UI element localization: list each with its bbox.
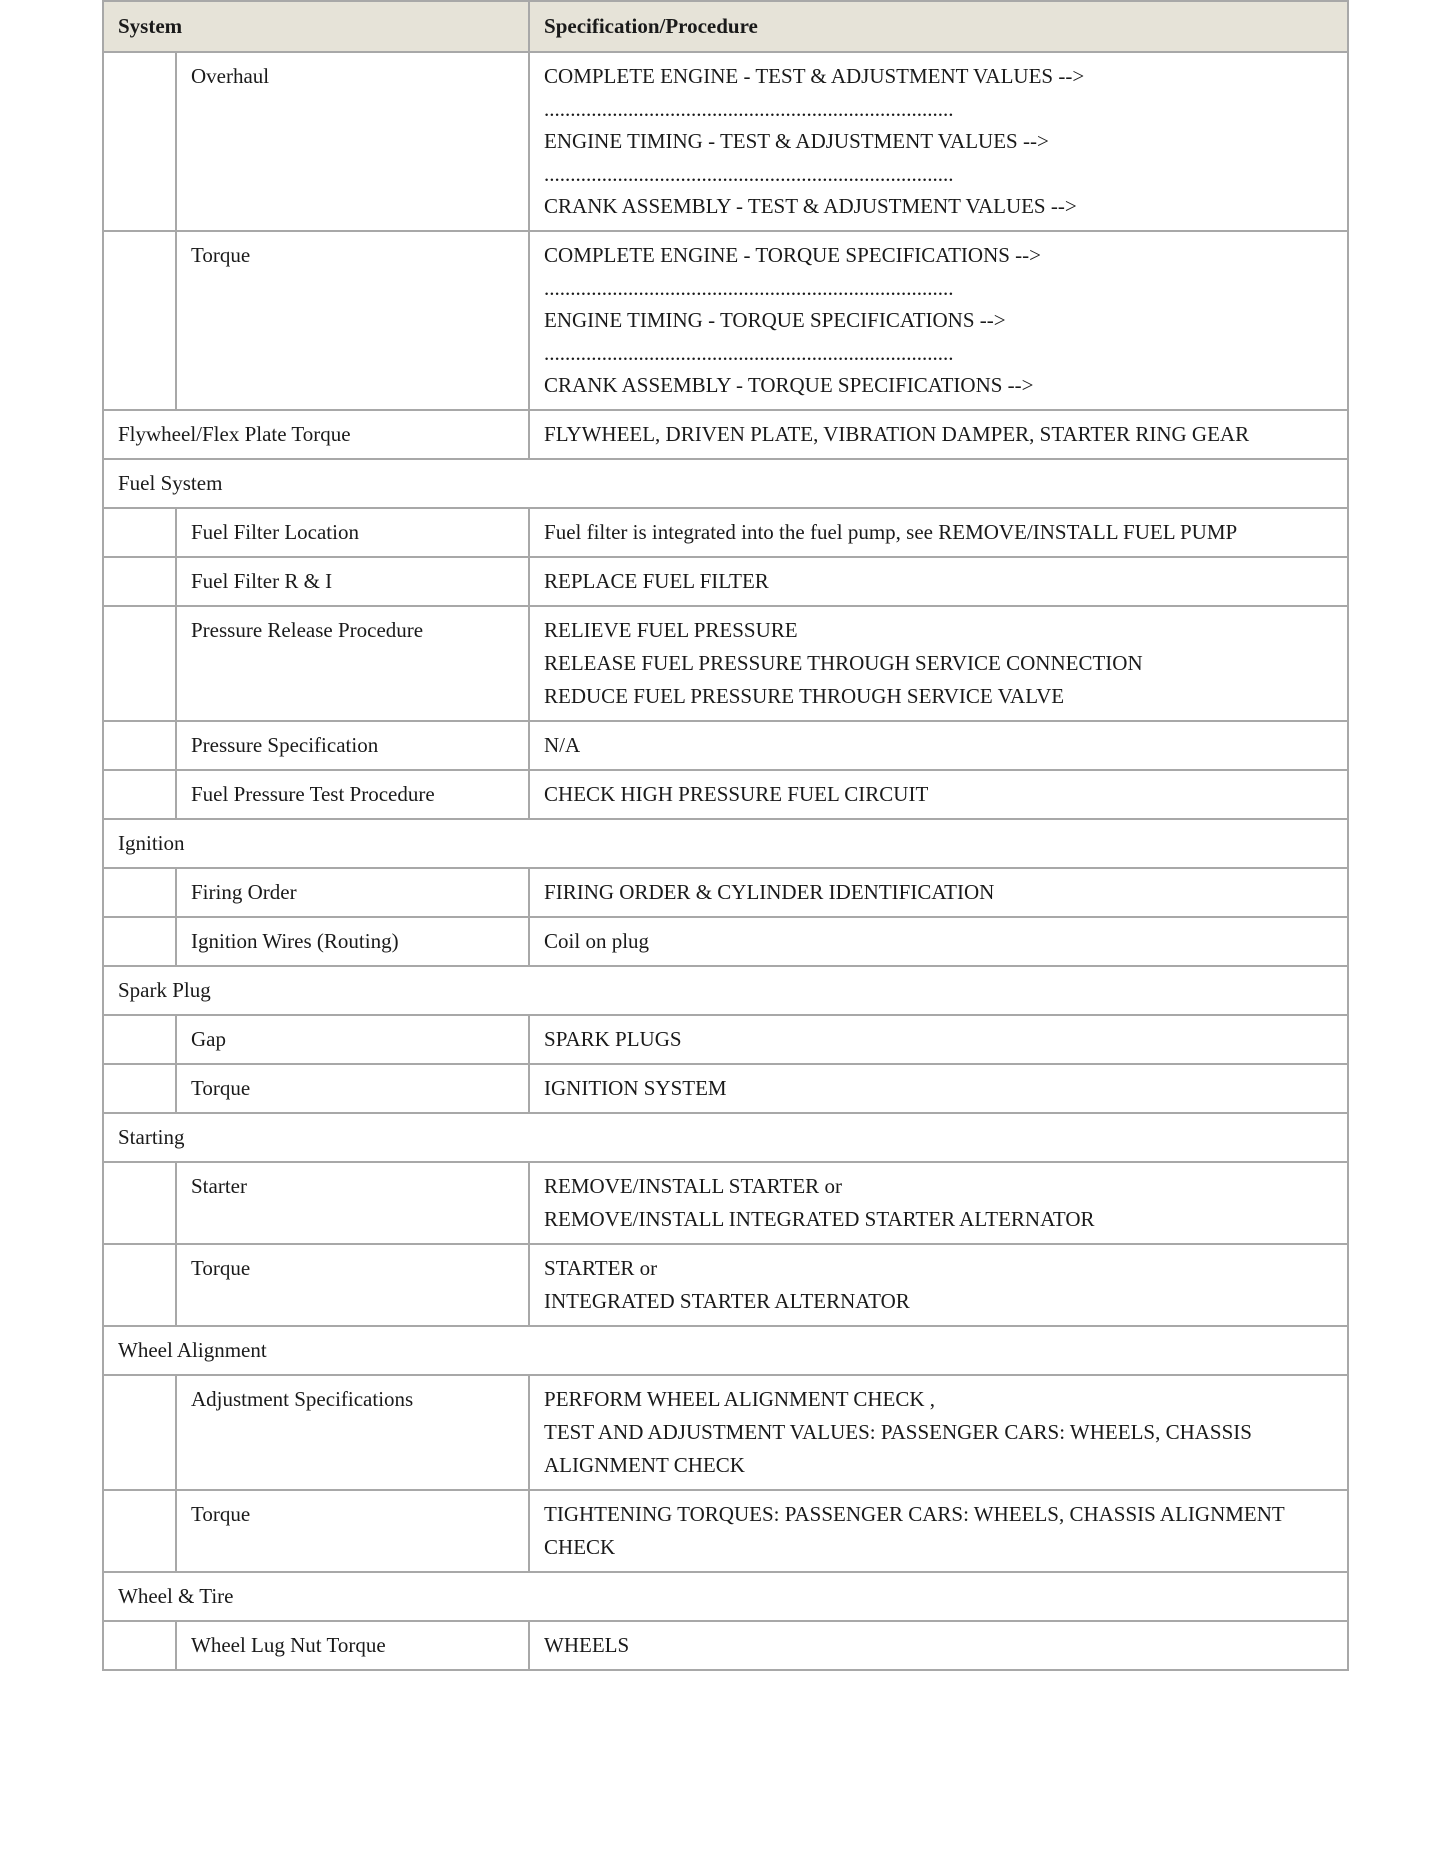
firing-order-spec[interactable]: FIRING ORDER & CYLINDER IDENTIFICATION bbox=[529, 868, 1348, 917]
indent-cell bbox=[103, 868, 176, 917]
spec-link[interactable]: STARTER or bbox=[544, 1256, 658, 1280]
spec-link[interactable]: PERFORM WHEEL ALIGNMENT CHECK , bbox=[544, 1387, 936, 1411]
table-row bbox=[103, 231, 1348, 410]
starter-label: Starter bbox=[176, 1162, 529, 1244]
table-row bbox=[103, 1375, 1348, 1490]
lug-nut-torque-spec[interactable]: WHEELS bbox=[529, 1621, 1348, 1670]
indent-cell bbox=[103, 1621, 176, 1670]
adjustment-spec-value bbox=[529, 1375, 1348, 1490]
spec-header: Specification/Procedure bbox=[529, 1, 1348, 52]
table-row bbox=[103, 1064, 1348, 1113]
ignition-wires-label: Ignition Wires (Routing) bbox=[176, 917, 529, 966]
spec-table bbox=[102, 0, 1349, 1671]
pressure-test-spec[interactable]: CHECK HIGH PRESSURE FUEL CIRCUIT bbox=[529, 770, 1348, 819]
indent-cell bbox=[103, 1375, 176, 1490]
table-row bbox=[103, 917, 1348, 966]
section-starting: Starting bbox=[103, 1113, 1348, 1162]
pressure-spec-label: Pressure Specification bbox=[176, 721, 529, 770]
spec-link[interactable]: ENGINE TIMING - TORQUE SPECIFICATIONS --> bbox=[544, 308, 1006, 332]
pressure-release-label: Pressure Release Procedure bbox=[176, 606, 529, 721]
pressure-release-spec bbox=[529, 606, 1348, 721]
fuel-filter-location-spec[interactable]: Fuel filter is integrated into the fuel pump, see REMOVE/INSTALL FUEL PUMP bbox=[529, 508, 1348, 557]
section-wheel-alignment: Wheel Alignment bbox=[103, 1326, 1348, 1375]
system-header: System bbox=[103, 1, 529, 52]
indent-cell bbox=[103, 606, 176, 721]
section-row bbox=[103, 819, 1348, 868]
starting-torque-label: Torque bbox=[176, 1244, 529, 1326]
section-row bbox=[103, 1113, 1348, 1162]
spec-link[interactable]: REMOVE/INSTALL INTEGRATED STARTER ALTERNATOR bbox=[544, 1207, 1095, 1231]
spark-gap-spec[interactable]: SPARK PLUGS bbox=[529, 1015, 1348, 1064]
starting-torque-spec bbox=[529, 1244, 1348, 1326]
alignment-torque-spec[interactable]: TIGHTENING TORQUES: PASSENGER CARS: WHEELS, CHASSIS ALIGNMENT CHECK bbox=[529, 1490, 1348, 1572]
indent-cell bbox=[103, 770, 176, 819]
fuel-filter-ri-label: Fuel Filter R & I bbox=[176, 557, 529, 606]
table-row bbox=[103, 1162, 1348, 1244]
indent-cell bbox=[103, 1015, 176, 1064]
fuel-filter-ri-spec[interactable]: REPLACE FUEL FILTER bbox=[529, 557, 1348, 606]
section-spark-plug: Spark Plug bbox=[103, 966, 1348, 1015]
spark-torque-label: Torque bbox=[176, 1064, 529, 1113]
dotted-separator: .............................................................................. bbox=[544, 162, 954, 186]
table-row bbox=[103, 1244, 1348, 1326]
table-row bbox=[103, 770, 1348, 819]
indent-cell bbox=[103, 52, 176, 231]
indent-cell bbox=[103, 508, 176, 557]
indent-cell bbox=[103, 917, 176, 966]
indent-cell bbox=[103, 1162, 176, 1244]
table-row bbox=[103, 1490, 1348, 1572]
indent-cell bbox=[103, 1064, 176, 1113]
table-row bbox=[103, 868, 1348, 917]
engine-torque-label: Torque bbox=[176, 231, 529, 410]
ignition-wires-spec: Coil on plug bbox=[529, 917, 1348, 966]
table-row bbox=[103, 1015, 1348, 1064]
table-row bbox=[103, 410, 1348, 459]
section-row bbox=[103, 459, 1348, 508]
table-row bbox=[103, 557, 1348, 606]
pressure-spec-value: N/A bbox=[529, 721, 1348, 770]
alignment-torque-label: Torque bbox=[176, 1490, 529, 1572]
spec-link[interactable]: COMPLETE ENGINE - TEST & ADJUSTMENT VALUES --> bbox=[544, 64, 1085, 88]
header-row bbox=[103, 1, 1348, 52]
indent-cell bbox=[103, 1490, 176, 1572]
pressure-test-label: Fuel Pressure Test Procedure bbox=[176, 770, 529, 819]
spark-torque-spec[interactable]: IGNITION SYSTEM bbox=[529, 1064, 1348, 1113]
lug-nut-torque-label: Wheel Lug Nut Torque bbox=[176, 1621, 529, 1670]
dotted-separator: .............................................................................. bbox=[544, 341, 954, 365]
adjustment-spec-label: Adjustment Specifications bbox=[176, 1375, 529, 1490]
spec-link[interactable]: REDUCE FUEL PRESSURE THROUGH SERVICE VALVE bbox=[544, 684, 1065, 708]
spec-link[interactable]: TEST AND ADJUSTMENT VALUES: PASSENGER CARS: WHEELS, CHASSIS ALIGNMENT CHECK bbox=[544, 1420, 1252, 1477]
spec-link[interactable]: COMPLETE ENGINE - TORQUE SPECIFICATIONS --> bbox=[544, 243, 1042, 267]
section-row bbox=[103, 1326, 1348, 1375]
indent-cell bbox=[103, 721, 176, 770]
spec-link[interactable]: CRANK ASSEMBLY - TEST & ADJUSTMENT VALUES --> bbox=[544, 194, 1077, 218]
overhaul-spec bbox=[529, 52, 1348, 231]
section-row bbox=[103, 1572, 1348, 1621]
firing-order-label: Firing Order bbox=[176, 868, 529, 917]
overhaul-label: Overhaul bbox=[176, 52, 529, 231]
table-row bbox=[103, 508, 1348, 557]
engine-torque-spec bbox=[529, 231, 1348, 410]
spark-gap-label: Gap bbox=[176, 1015, 529, 1064]
spec-link[interactable]: RELIEVE FUEL PRESSURE bbox=[544, 618, 798, 642]
section-row bbox=[103, 966, 1348, 1015]
starter-spec bbox=[529, 1162, 1348, 1244]
flywheel-spec[interactable]: FLYWHEEL, DRIVEN PLATE, VIBRATION DAMPER, STARTER RING GEAR bbox=[529, 410, 1348, 459]
spec-link[interactable]: REMOVE/INSTALL STARTER or bbox=[544, 1174, 842, 1198]
fuel-filter-location-label: Fuel Filter Location bbox=[176, 508, 529, 557]
dotted-separator: .............................................................................. bbox=[544, 276, 954, 300]
section-ignition: Ignition bbox=[103, 819, 1348, 868]
indent-cell bbox=[103, 557, 176, 606]
section-wheel-tire: Wheel & Tire bbox=[103, 1572, 1348, 1621]
section-fuel-system: Fuel System bbox=[103, 459, 1348, 508]
spec-link[interactable]: INTEGRATED STARTER ALTERNATOR bbox=[544, 1289, 910, 1313]
dotted-separator: .............................................................................. bbox=[544, 97, 954, 121]
spec-link[interactable]: RELEASE FUEL PRESSURE THROUGH SERVICE CONNECTION bbox=[544, 651, 1143, 675]
indent-cell bbox=[103, 231, 176, 410]
spec-link[interactable]: ENGINE TIMING - TEST & ADJUSTMENT VALUES --> bbox=[544, 129, 1049, 153]
spec-link[interactable]: CRANK ASSEMBLY - TORQUE SPECIFICATIONS --> bbox=[544, 373, 1034, 397]
flywheel-label: Flywheel/Flex Plate Torque bbox=[103, 410, 529, 459]
indent-cell bbox=[103, 1244, 176, 1326]
table-row bbox=[103, 721, 1348, 770]
table-row bbox=[103, 1621, 1348, 1670]
table-row bbox=[103, 606, 1348, 721]
table-row bbox=[103, 52, 1348, 231]
